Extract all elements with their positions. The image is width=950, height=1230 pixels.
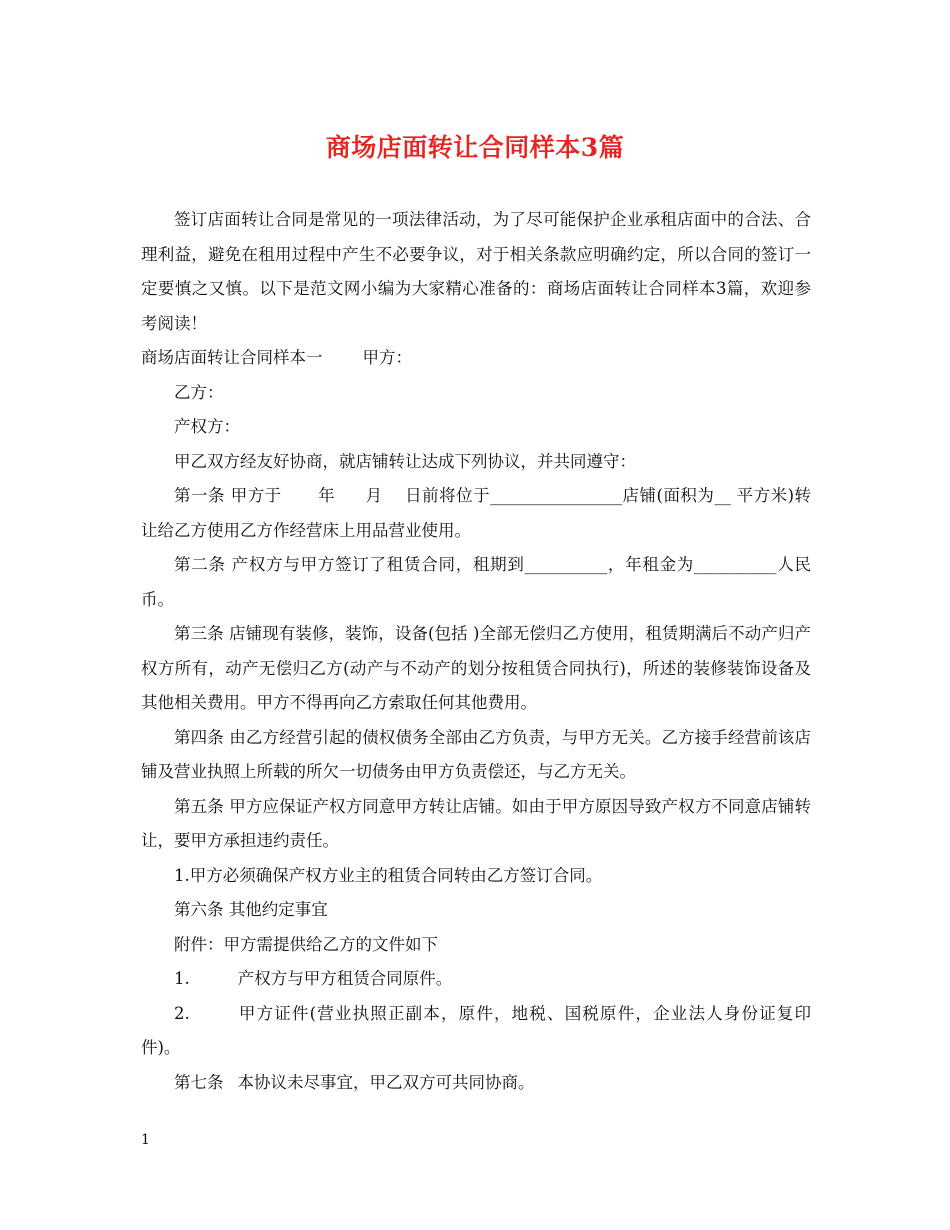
- page-number: 1: [141, 1132, 150, 1148]
- article-1-party: 甲方于: [230, 486, 282, 505]
- article-5: 第五条 甲方应保证产权方同意甲方转让店铺。如由于甲方原因导致产权方不同意店铺转让，要甲方承担违约责任。: [141, 796, 811, 850]
- attachment-heading: 附件：甲方需提供给乙方的文件如下: [174, 934, 438, 954]
- article-6: 第六条 其他约定事宜: [174, 900, 328, 919]
- intro-paragraph: 签订店面转让合同是常见的一项法律活动，为了尽可能保护企业承租店面中的合法、合理利益，避免在租用过程中产生不必要争议，对于相关条款应明确约定，所以合同的签订一定要慎之又慎。以下是范文网小编为大家精心准备的：商场店面转让合同样本3篇，欢迎参考阅读！: [141, 210, 811, 333]
- party-a-label: 甲方：: [362, 348, 412, 367]
- article-7-text: 本协议未尽事宜，甲乙双方可共同协商。: [237, 1072, 535, 1092]
- article-4: 第四条 由乙方经营引起的债权债务全部由乙方负责，与甲方无关。乙方接手经营前该店铺及营业执照上所载的所欠一切债务由甲方负责偿还，与乙方无关。: [141, 727, 811, 781]
- sample-heading: 商场店面转让合同样本一: [141, 348, 323, 367]
- article-5-item-1: 1.甲方必须确保产权方业主的租赁合同转由乙方签订合同。: [174, 865, 603, 885]
- party-b-label: 乙方：: [174, 382, 224, 402]
- article-1-month: 月: [365, 486, 383, 505]
- attachment-item-2: [141, 997, 811, 1066]
- article-2: 第二条 产权方与甲方签订了租赁合同，租期到__________，年租金为__________人民币。: [141, 555, 811, 609]
- document-body: [141, 203, 811, 1100]
- article-1-label: 第一条: [174, 486, 225, 505]
- attachment-item-2-number: 2.: [174, 1003, 190, 1023]
- article-7: [141, 1066, 811, 1101]
- attachment-item-1: [141, 962, 811, 997]
- sample-heading-line: [141, 341, 811, 376]
- article-1-text: 日前将位于________________店铺(面积为__ 平方米)转让给乙方使用乙方作经营床上用品营业使用。: [141, 486, 812, 540]
- attachment-item-1-number: 1.: [174, 969, 190, 988]
- article-1-year: 年: [317, 486, 336, 505]
- article-3: 第三条 店铺现有装修，装饰，设备(包括 )全部无偿归乙方使用，租赁期满后不动产归产权方所有，动产无偿归乙方(动产与不动产的划分按租赁合同执行)，所述的装修装饰设备及其他相关费用。甲方不得再向乙方索取任何其他费用。: [141, 624, 811, 712]
- attachment-item-2-text: 甲方证件(营业执照正副本，原件，地税、国税原件，企业法人身份证复印件)。: [141, 1003, 811, 1057]
- article-1: [141, 479, 811, 548]
- article-7-label: 第七条: [174, 1072, 224, 1092]
- agreement-paragraph: 甲乙双方经友好协商，就店铺转让达成下列协议，并共同遵守：: [174, 451, 636, 471]
- owner-label: 产权方：: [174, 417, 240, 436]
- attachment-item-1-text: 产权方与甲方租赁合同原件。: [237, 969, 453, 988]
- document-title: 商场店面转让合同样本3篇: [325, 133, 625, 162]
